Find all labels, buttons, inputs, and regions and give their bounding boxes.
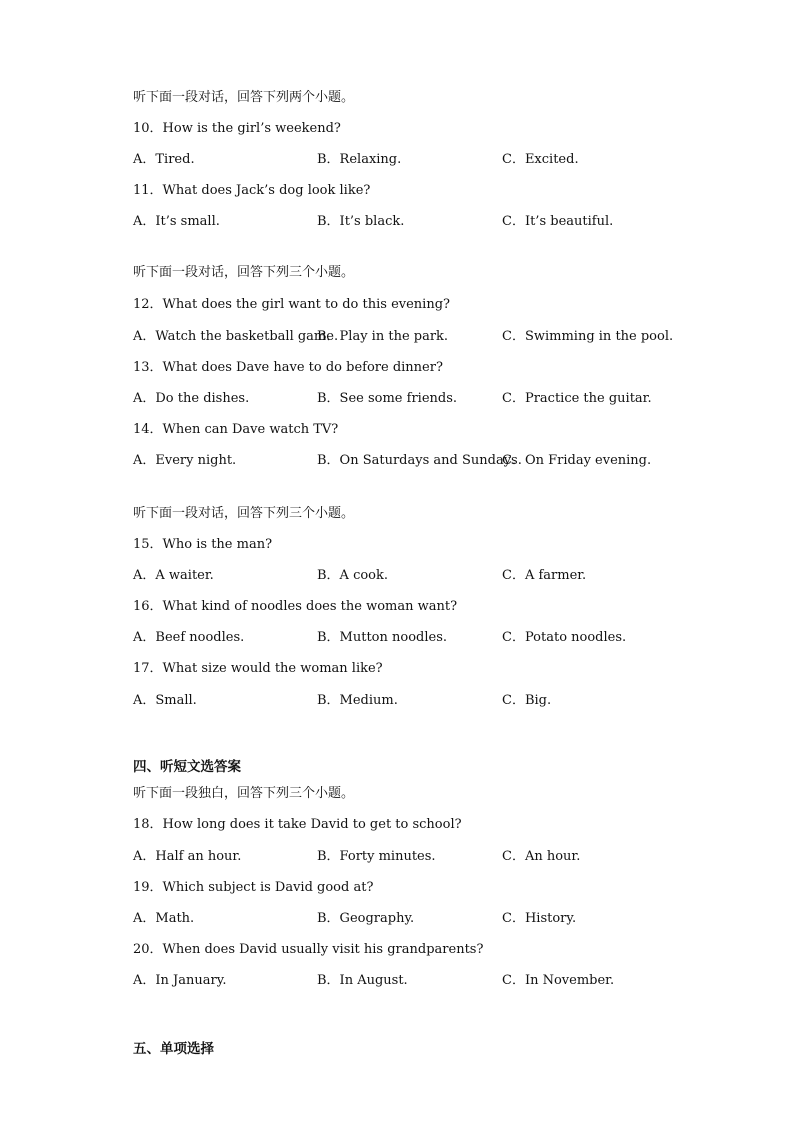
option-b: B．Mutton noodles.	[317, 630, 448, 645]
option-b: B．It’s black.	[317, 214, 405, 229]
option-b: B．In August.	[317, 973, 408, 988]
option-a: A．Math.	[133, 911, 195, 926]
option-a: A．Tired.	[133, 152, 195, 167]
option-c: C．Big.	[502, 693, 552, 708]
question-stem: 18．How long does it take David to get to school?	[133, 817, 462, 832]
question-stem: 20．When does David usually visit his grandparents?	[133, 942, 484, 957]
option-b: B．Forty minutes.	[317, 849, 436, 864]
option-a: A．It’s small.	[133, 214, 220, 229]
option-b: B．Medium.	[317, 693, 398, 708]
question-stem: 16．What kind of noodles does the woman want?	[133, 599, 458, 614]
option-c: C．An hour.	[502, 849, 581, 864]
question-stem: 10．How is the girl’s weekend?	[133, 121, 341, 136]
option-c: C．Excited.	[502, 152, 579, 167]
option-b: B．A cook.	[317, 568, 389, 583]
option-c: C．Swimming in the pool.	[502, 329, 674, 344]
option-a: A．A waiter.	[133, 568, 214, 583]
question-stem: 17．What size would the woman like?	[133, 661, 383, 676]
option-b: B．On Saturdays and Sundays.	[317, 453, 522, 468]
option-a: A．Every night.	[133, 453, 237, 468]
option-c: C．In November.	[502, 973, 615, 988]
section-heading: 四、听短文选答案	[133, 759, 241, 775]
option-a: A．Do the dishes.	[133, 391, 250, 406]
option-b: B．Play in the park.	[317, 329, 449, 344]
option-c: C．It’s beautiful.	[502, 214, 614, 229]
option-a: A．In January.	[133, 973, 227, 988]
option-b: B．See some friends.	[317, 391, 458, 406]
option-a: A．Beef noodles.	[133, 630, 245, 645]
group-intro: 听下面一段对话，回答下列三个小题。	[133, 506, 355, 521]
option-a: A．Small.	[133, 693, 197, 708]
option-c: C．A farmer.	[502, 568, 587, 583]
option-a: A．Half an hour.	[133, 849, 242, 864]
option-c: C．History.	[502, 911, 577, 926]
section-heading: 五、单项选择	[133, 1041, 214, 1057]
option-b: B．Relaxing.	[317, 152, 402, 167]
option-a: A．Watch the basketball game.	[133, 329, 339, 344]
question-stem: 13．What does Dave have to do before dinner?	[133, 360, 443, 375]
option-c: C．Practice the guitar.	[502, 391, 652, 406]
question-stem: 12．What does the girl want to do this evening?	[133, 297, 450, 312]
group-intro: 听下面一段对话，回答下列两个小题。	[133, 90, 355, 105]
question-stem: 11．What does Jack’s dog look like?	[133, 183, 371, 198]
option-c: C．Potato noodles.	[502, 630, 627, 645]
option-b: B．Geography.	[317, 911, 415, 926]
question-stem: 19．Which subject is David good at?	[133, 880, 374, 895]
group-intro: 听下面一段对话，回答下列三个小题。	[133, 265, 355, 280]
question-stem: 15．Who is the man?	[133, 537, 273, 552]
option-c: C．On Friday evening.	[502, 453, 652, 468]
question-stem: 14．When can Dave watch TV?	[133, 422, 339, 437]
group-intro: 听下面一段独白，回答下列三个小题。	[133, 786, 355, 801]
